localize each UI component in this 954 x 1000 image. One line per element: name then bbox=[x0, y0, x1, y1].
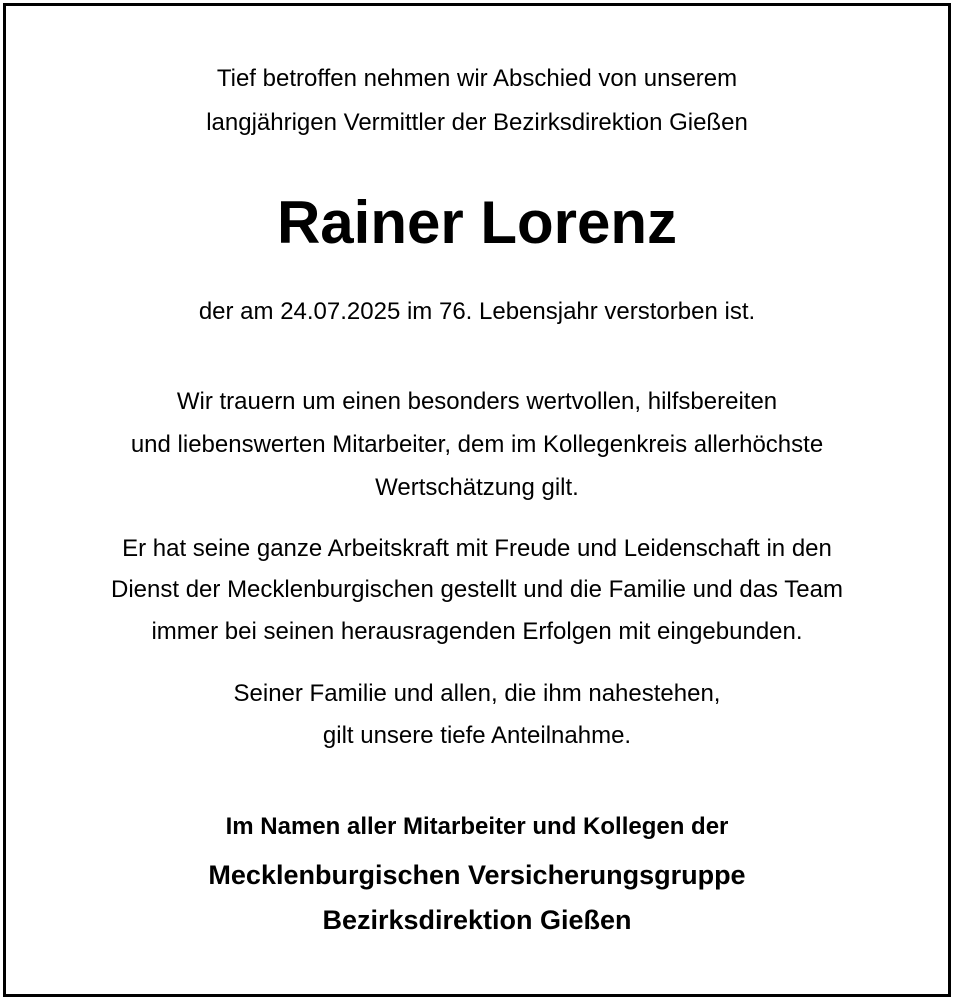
paragraph-3-line-1: Seiner Familie und allen, die ihm nahestehen, bbox=[233, 680, 721, 707]
paragraph-1-line-2: und liebenswerten Mitarbeiter, dem im Kollegenkreis allerhöchste bbox=[130, 431, 824, 458]
signature-line-1: Im Namen aller Mitarbeiter und Kollegen der bbox=[225, 813, 729, 840]
intro-line-2: langjährigen Vermittler der Bezirksdirektion Gießen bbox=[206, 109, 748, 136]
signature-company: Mecklenburgischen Versicherungsgruppe bbox=[208, 860, 746, 890]
paragraph-3-line-2: gilt unsere tiefe Anteilnahme. bbox=[322, 722, 632, 749]
paragraph-2-line-1: Er hat seine ganze Arbeitskraft mit Freude und Leidenschaft in den bbox=[122, 535, 832, 562]
death-note: der am 24.07.2025 im 76. Lebensjahr verstorben ist. bbox=[198, 298, 756, 325]
intro-line-1: Tief betroffen nehmen wir Abschied von unserem bbox=[216, 65, 738, 92]
paragraph-1-line-3: Wertschätzung gilt. bbox=[375, 474, 579, 501]
paragraph-2-line-2: Dienst der Mecklenburgischen gestellt und die Familie und das Team bbox=[111, 576, 843, 603]
paragraph-2-line-3: immer bei seinen herausragenden Erfolgen mit eingebunden. bbox=[151, 618, 803, 645]
paragraph-1-line-1: Wir trauern um einen besonders wertvollen, hilfsbereiten bbox=[176, 388, 778, 415]
signature-office: Bezirksdirektion Gießen bbox=[322, 905, 632, 935]
deceased-name: Rainer Lorenz bbox=[276, 189, 678, 256]
